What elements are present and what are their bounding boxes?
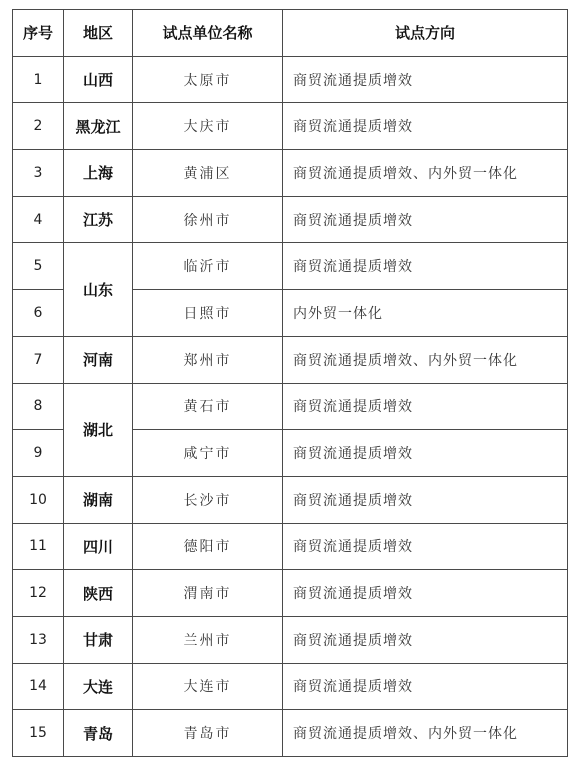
table-row — [13, 196, 568, 243]
table-header-row — [13, 10, 568, 57]
row-region: 青岛 — [64, 710, 133, 757]
table-row — [13, 336, 568, 383]
header-unit: 试点单位名称 — [133, 10, 283, 57]
row-unit: 郑州市 — [133, 336, 283, 383]
row-unit: 徐州市 — [133, 196, 283, 243]
row-unit: 德阳市 — [133, 523, 283, 570]
row-direction: 商贸流通提质增效 — [283, 476, 568, 523]
table-row — [13, 523, 568, 570]
row-direction: 商贸流通提质增效、内外贸一体化 — [283, 710, 568, 757]
row-seq: 11 — [13, 523, 64, 570]
row-direction: 商贸流通提质增效 — [283, 570, 568, 617]
row-seq: 9 — [13, 430, 64, 477]
table-row — [13, 663, 568, 710]
row-region: 黑龙江 — [64, 103, 133, 150]
row-region: 湖南 — [64, 476, 133, 523]
row-region: 山东 — [64, 243, 133, 336]
row-region: 河南 — [64, 336, 133, 383]
row-unit: 太原市 — [133, 56, 283, 103]
row-seq: 10 — [13, 476, 64, 523]
row-direction: 商贸流通提质增效 — [283, 56, 568, 103]
row-seq: 14 — [13, 663, 64, 710]
row-region: 大连 — [64, 663, 133, 710]
row-region: 上海 — [64, 150, 133, 197]
row-unit: 黄石市 — [133, 383, 283, 430]
row-direction: 商贸流通提质增效、内外贸一体化 — [283, 150, 568, 197]
table-row — [13, 150, 568, 197]
row-seq: 13 — [13, 616, 64, 663]
row-region: 湖北 — [64, 383, 133, 476]
row-direction: 商贸流通提质增效 — [283, 616, 568, 663]
row-direction: 商贸流通提质增效 — [283, 103, 568, 150]
row-unit: 日照市 — [133, 290, 283, 337]
row-seq: 8 — [13, 383, 64, 430]
pilot-units-table — [12, 9, 568, 757]
row-unit: 黄浦区 — [133, 150, 283, 197]
row-direction: 商贸流通提质增效 — [283, 663, 568, 710]
table-row — [13, 56, 568, 103]
row-region: 四川 — [64, 523, 133, 570]
table-row — [13, 476, 568, 523]
table-row — [13, 383, 568, 430]
header-region: 地区 — [64, 10, 133, 57]
table-row — [13, 616, 568, 663]
row-unit: 咸宁市 — [133, 430, 283, 477]
table-row — [13, 710, 568, 757]
row-direction: 内外贸一体化 — [283, 290, 568, 337]
row-seq: 3 — [13, 150, 64, 197]
row-direction: 商贸流通提质增效 — [283, 430, 568, 477]
table-row — [13, 103, 568, 150]
row-region: 山西 — [64, 56, 133, 103]
header-direction: 试点方向 — [283, 10, 568, 57]
table-row — [13, 243, 568, 290]
row-seq: 2 — [13, 103, 64, 150]
row-direction: 商贸流通提质增效 — [283, 243, 568, 290]
row-unit: 大庆市 — [133, 103, 283, 150]
row-region: 甘肃 — [64, 616, 133, 663]
row-unit: 渭南市 — [133, 570, 283, 617]
row-seq: 12 — [13, 570, 64, 617]
row-unit: 长沙市 — [133, 476, 283, 523]
row-unit: 临沂市 — [133, 243, 283, 290]
table-row — [13, 570, 568, 617]
row-direction: 商贸流通提质增效 — [283, 523, 568, 570]
row-unit: 青岛市 — [133, 710, 283, 757]
row-seq: 1 — [13, 56, 64, 103]
row-unit: 大连市 — [133, 663, 283, 710]
row-unit: 兰州市 — [133, 616, 283, 663]
row-region: 江苏 — [64, 196, 133, 243]
row-seq: 4 — [13, 196, 64, 243]
row-seq: 7 — [13, 336, 64, 383]
row-seq: 15 — [13, 710, 64, 757]
row-direction: 商贸流通提质增效 — [283, 383, 568, 430]
row-seq: 6 — [13, 290, 64, 337]
row-seq: 5 — [13, 243, 64, 290]
row-direction: 商贸流通提质增效、内外贸一体化 — [283, 336, 568, 383]
header-seq: 序号 — [13, 10, 64, 57]
row-region: 陕西 — [64, 570, 133, 617]
row-direction: 商贸流通提质增效 — [283, 196, 568, 243]
